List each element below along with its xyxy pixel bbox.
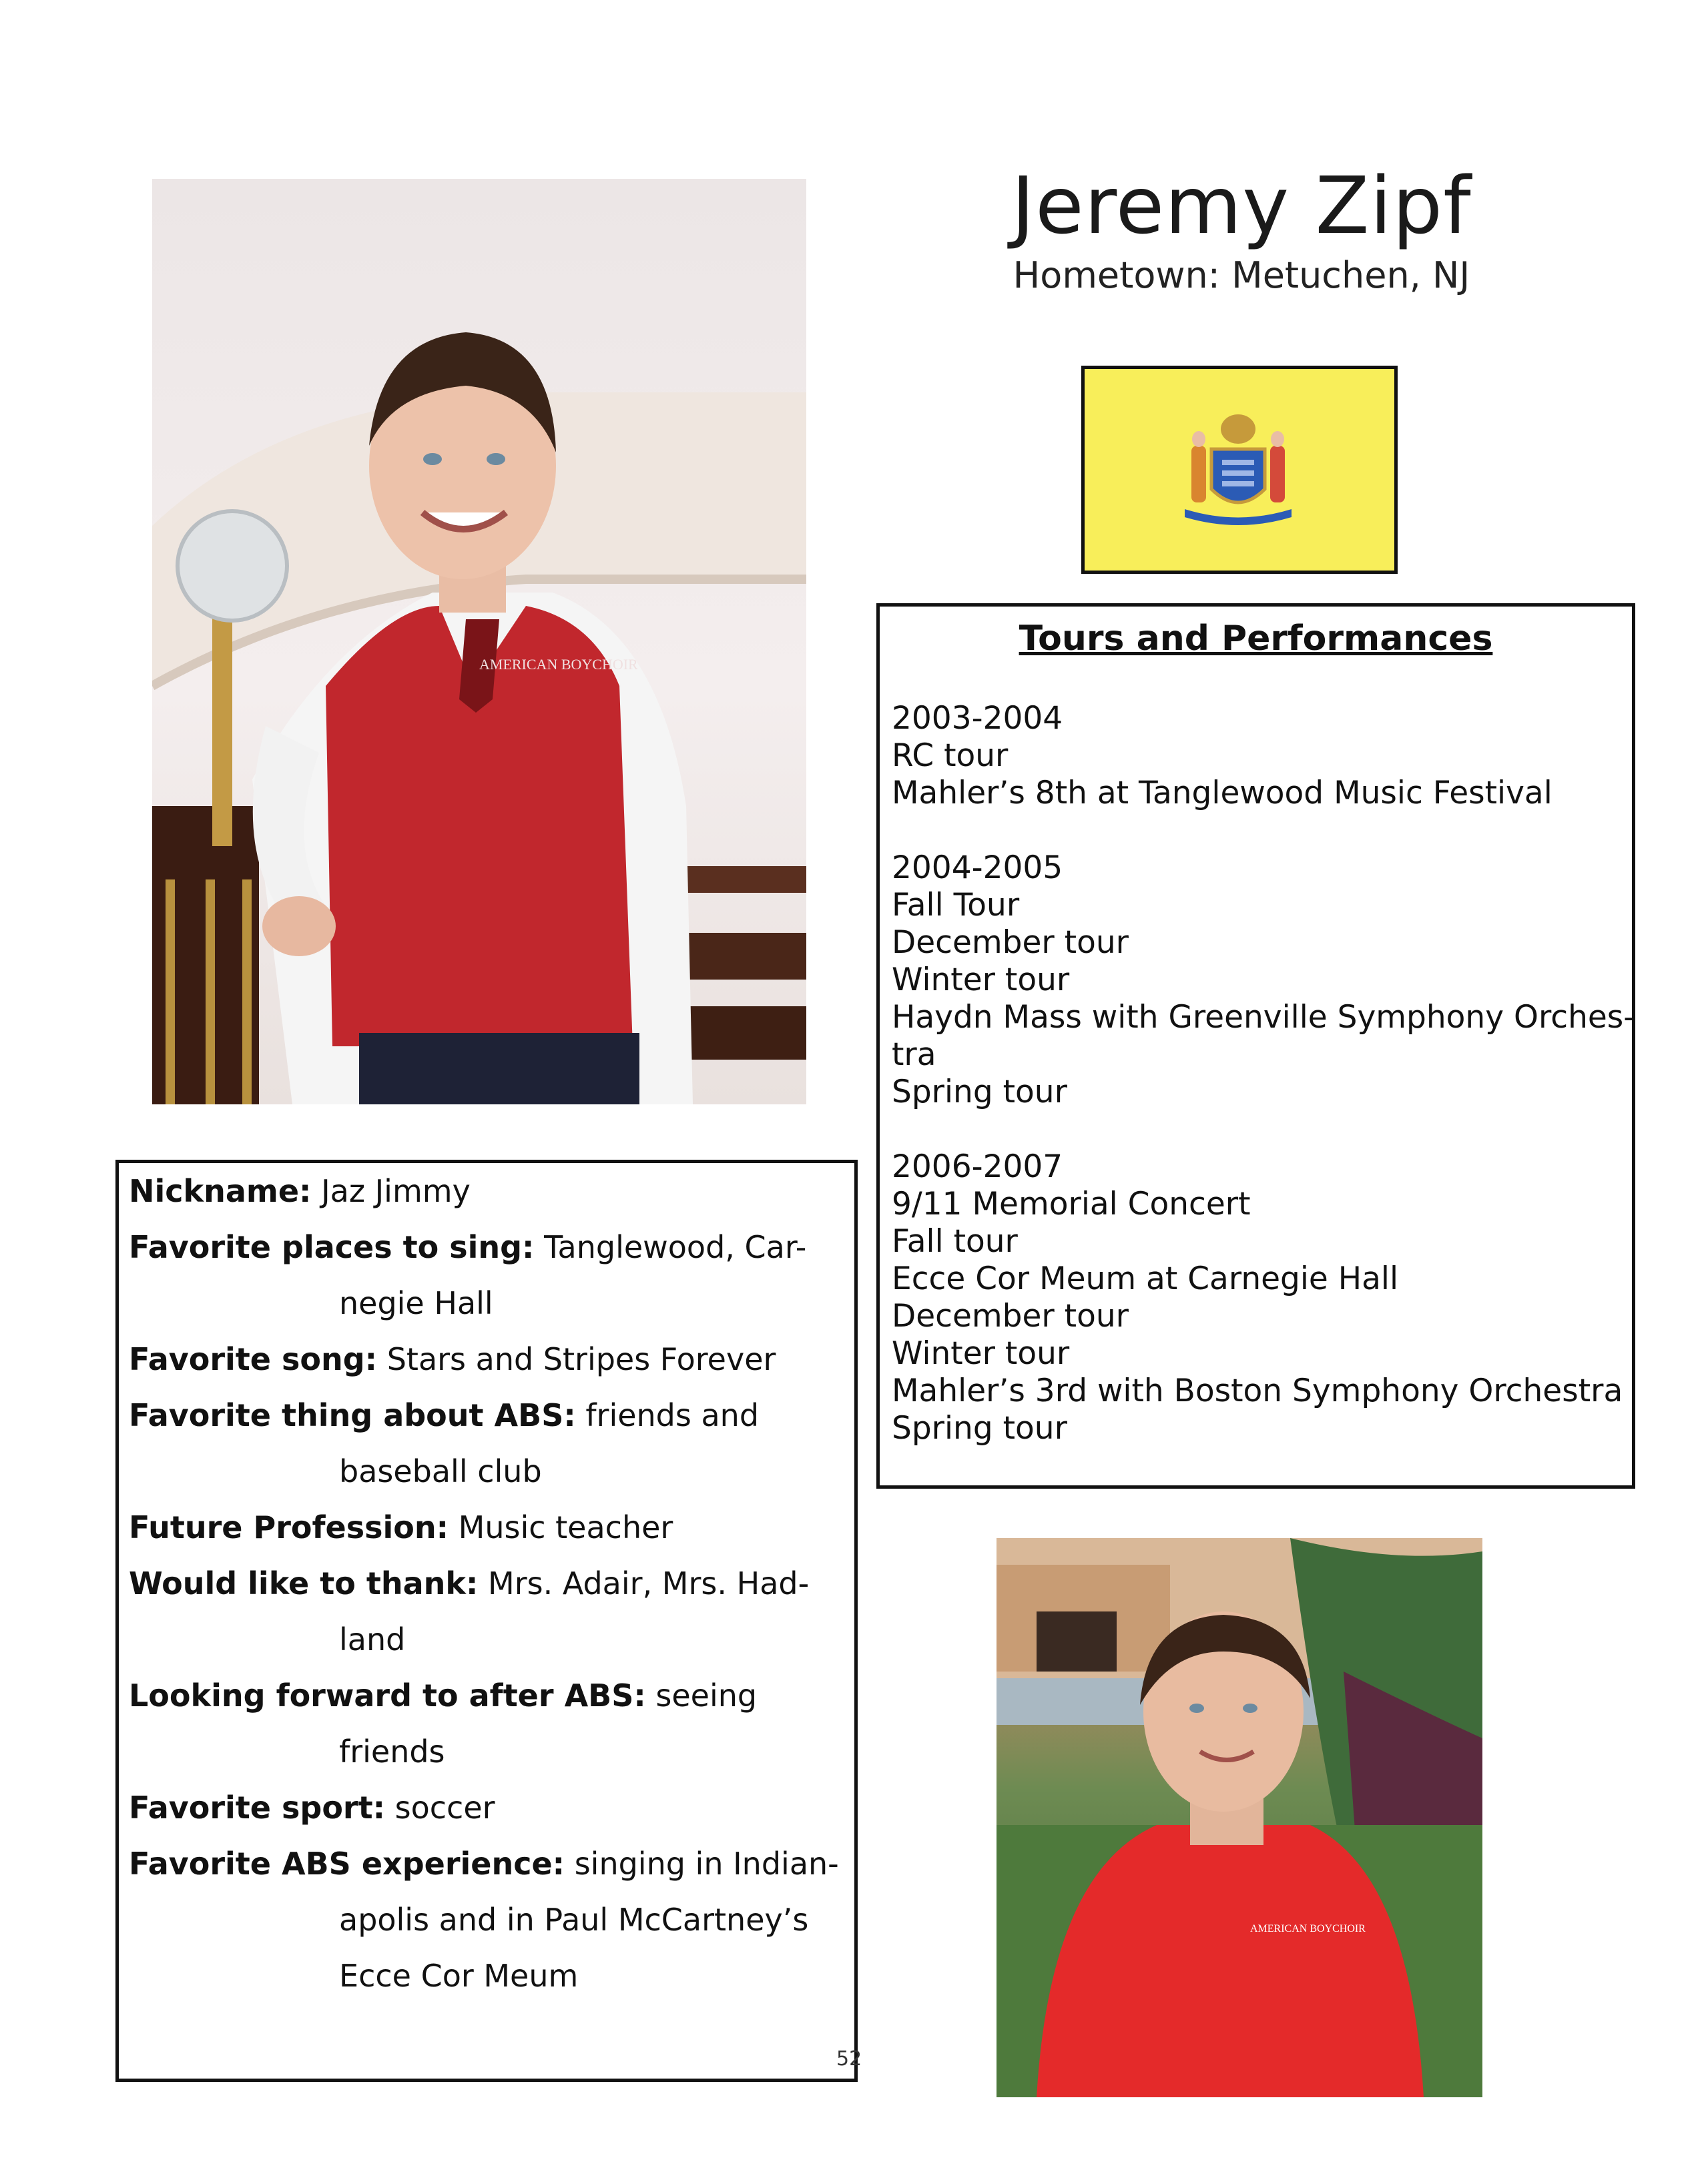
casual-photo: [997, 1538, 1482, 2097]
tours-spacer: [892, 1111, 1626, 1148]
bio-sport: [129, 1780, 495, 1836]
bio-nickname: [129, 1163, 471, 1219]
bio-label: Looking forward to after ABS:: [129, 1678, 646, 1714]
bio-experience: [129, 1836, 839, 1892]
bio-label: Future Profession:: [129, 1509, 449, 1545]
bio-thing-cont: baseball club: [339, 1453, 542, 1489]
bio-value: Mrs. Adair, Mrs. Had-: [488, 1565, 810, 1601]
bio-places-cont: negie Hall: [339, 1285, 493, 1321]
tours-line: 2003-2004: [892, 700, 1063, 737]
bio-label: Favorite thing about ABS:: [129, 1397, 576, 1433]
bio-experience-cont: apolis and in Paul McCartney’s: [339, 1902, 809, 1938]
bio-value: Stars and Stripes Forever: [386, 1341, 776, 1377]
bio-label: Nickname:: [129, 1173, 312, 1209]
tours-line: Winter tour: [892, 962, 1070, 998]
bio-value: soccer: [394, 1790, 495, 1826]
tours-title: Tours and Performances: [1019, 619, 1493, 659]
vest-logo: AMERICAN BOYCHOIR: [479, 656, 638, 673]
bio-value: Music teacher: [458, 1509, 673, 1545]
new-jersey-flag-icon: [1081, 366, 1398, 574]
tours-line: Mahler’s 3rd with Boston Symphony Orchestra: [892, 1373, 1623, 1409]
portrait-photo: [152, 179, 806, 1104]
casual-photo-illustration: [997, 1538, 1482, 2097]
bio-forward-cont: friends: [339, 1734, 445, 1770]
bio-value: friends and: [585, 1397, 760, 1433]
bio-box: [115, 1160, 858, 2082]
page-title: Jeremy Zipf: [1011, 159, 1472, 252]
bio-label: Would like to thank:: [129, 1565, 479, 1601]
bio-forward: [129, 1668, 757, 1724]
bio-places: [129, 1219, 806, 1275]
tours-line: Spring tour: [892, 1074, 1067, 1110]
tours-line: Haydn Mass with Greenville Symphony Orches-: [892, 999, 1635, 1036]
tours-line: December tour: [892, 924, 1129, 961]
bio-song: [129, 1331, 776, 1387]
tours-line: Fall Tour: [892, 887, 1020, 924]
state-seal-icon: [1185, 409, 1292, 529]
tours-line: Winter tour: [892, 1335, 1070, 1372]
shirt-logo: AMERICAN BOYCHOIR: [1250, 1923, 1366, 1934]
bio-experience-cont: Ecce Cor Meum: [339, 1958, 579, 1994]
bio-thank: [129, 1555, 809, 1611]
tours-line: tra: [892, 1036, 936, 1073]
tours-line: Fall tour: [892, 1223, 1018, 1260]
bio-value: seeing: [655, 1678, 758, 1714]
tours-line: RC tour: [892, 737, 1009, 774]
bio-label: Favorite song:: [129, 1341, 378, 1377]
bio-value: Tanglewood, Car-: [544, 1229, 807, 1265]
page-number: 52: [836, 2047, 862, 2071]
bio-label: Favorite ABS experience:: [129, 1846, 565, 1882]
tours-line: 9/11 Memorial Concert: [892, 1186, 1251, 1222]
bio-label: Favorite places to sing:: [129, 1229, 535, 1265]
bio-thing: [129, 1387, 759, 1443]
hometown-text: Hometown: Metuchen, NJ: [1013, 254, 1470, 296]
tours-line: Spring tour: [892, 1410, 1067, 1447]
tours-line: 2004-2005: [892, 849, 1063, 886]
tours-box: [876, 603, 1635, 1489]
tours-line: Mahler’s 8th at Tanglewood Music Festival: [892, 775, 1552, 811]
bio-value: singing in Indian-: [574, 1846, 839, 1882]
tours-spacer: [892, 812, 1626, 849]
bio-profession: [129, 1499, 673, 1555]
tours-line: December tour: [892, 1298, 1129, 1335]
tours-line: 2006-2007: [892, 1148, 1063, 1185]
tours-list: [892, 700, 1635, 1447]
bio-value: Jaz Jimmy: [321, 1173, 471, 1209]
bio-thank-cont: land: [339, 1621, 406, 1658]
bio-label: Favorite sport:: [129, 1790, 385, 1826]
portrait-illustration: [152, 179, 806, 1104]
tours-line: Ecce Cor Meum at Carnegie Hall: [892, 1260, 1399, 1297]
